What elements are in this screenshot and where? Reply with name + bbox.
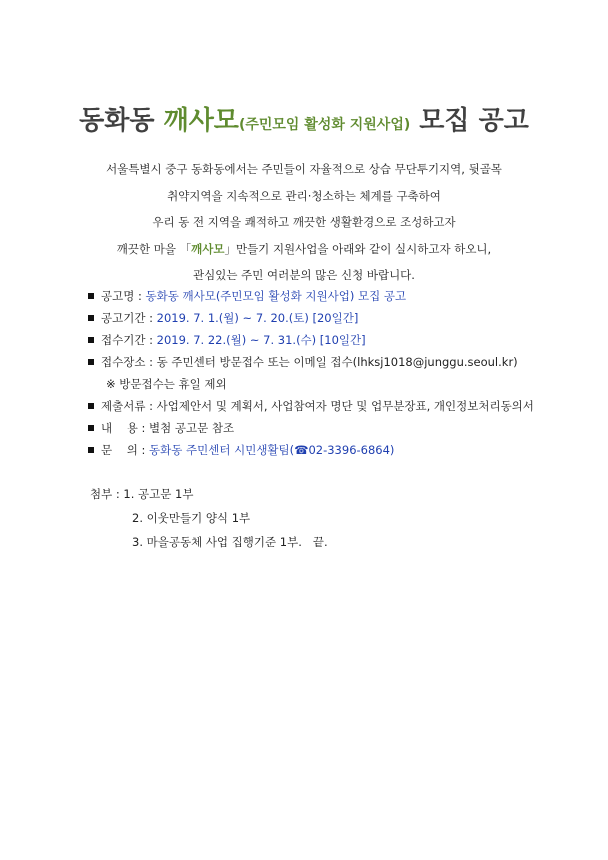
attachment-row-3 [90,530,328,554]
detail-note-row [88,373,568,395]
detail-row-inquiry [88,439,568,461]
intro-highlight-program: 깨사모 [191,241,225,256]
title-program-subtitle: (주민모임 활성화 지원사업) [238,117,411,133]
title-notice-label: 모집 공고 [410,106,529,136]
intro-line-5: 관심있는 주민 여러분의 많은 신청 바랍니다. [193,268,415,282]
detail-label: 공고명 : [101,289,146,303]
detail-row-application-place [88,351,568,373]
bullet-square-icon [88,293,94,299]
detail-row-documents [88,395,568,417]
intro-line-1: 서울특별시 중구 동화동에서는 주민들이 자율적으로 상습 무단투기지역, 뒷골목 [106,162,502,176]
title-program-name: 깨사모 [163,106,239,136]
bullet-square-icon [88,403,94,409]
attachment-row-2 [90,506,328,530]
attachment-item: 2. 이웃만들기 양식 1부 [132,511,251,525]
bullet-square-icon [88,337,94,343]
detail-label: 문 의 : [101,443,150,457]
detail-value: 동 주민센터 방문접수 또는 이메일 접수(lhksj1018@junggu.seoul.kr) [156,355,518,369]
intro-line-2: 취약지역을 지속적으로 관리·청소하는 체계를 구축하여 [167,188,441,203]
detail-row-notice-period [88,307,568,329]
intro-line-4-post: 」만들기 지원사업을 아래와 같이 실시하고자 하오니, [224,241,492,256]
detail-value: 2019. 7. 22.(월) ~ 7. 31.(수) [10일간] [156,333,366,347]
detail-row-content [88,417,568,439]
document-title [0,100,608,137]
detail-row-notice-name [88,285,568,307]
bullet-square-icon [88,425,94,431]
intro-line-3: 우리 동 전 지역을 쾌적하고 깨끗한 생활환경으로 조성하고자 [152,215,456,229]
detail-label: 공고기간 : [101,311,157,325]
attachment-item: 1. 공고문 1부 [123,487,194,501]
detail-value: 사업제안서 및 계획서, 사업참여자 명단 및 업무분장표, 개인정보처리동의서 [156,399,534,413]
detail-label: 접수기간 : [101,333,157,347]
title-dong-name: 동화동 [79,106,164,136]
details-list [88,285,568,461]
detail-value: 동화동 깨사모(주민모임 활성화 지원사업) 모집 공고 [145,289,407,303]
intro-line-4 [20,236,588,263]
bullet-square-icon [88,359,94,365]
detail-label: 접수장소 : [101,355,157,369]
holiday-note: ※ 방문접수는 휴일 제외 [106,377,227,391]
detail-value: 별첨 공고문 참조 [149,421,235,435]
intro-paragraph [20,156,588,289]
attachment-row-1 [90,482,328,506]
detail-row-application-period [88,329,568,351]
detail-label: 내 용 : [101,421,150,435]
detail-value: 2019. 7. 1.(월) ~ 7. 20.(토) [20일간] [156,311,359,325]
detail-value: 동화동 주민센터 시민생활팀(☎02-3396-6864) [149,443,395,457]
attachment-item: 3. 마을공동체 사업 집행기준 1부. 끝. [132,535,328,549]
detail-label: 제출서류 : [101,399,157,413]
attachments-label: 첨부 : [90,487,124,501]
bullet-square-icon [88,315,94,321]
intro-line-4-pre: 깨끗한 마을 「 [116,241,192,256]
attachments [90,482,328,554]
bullet-square-icon [88,447,94,453]
